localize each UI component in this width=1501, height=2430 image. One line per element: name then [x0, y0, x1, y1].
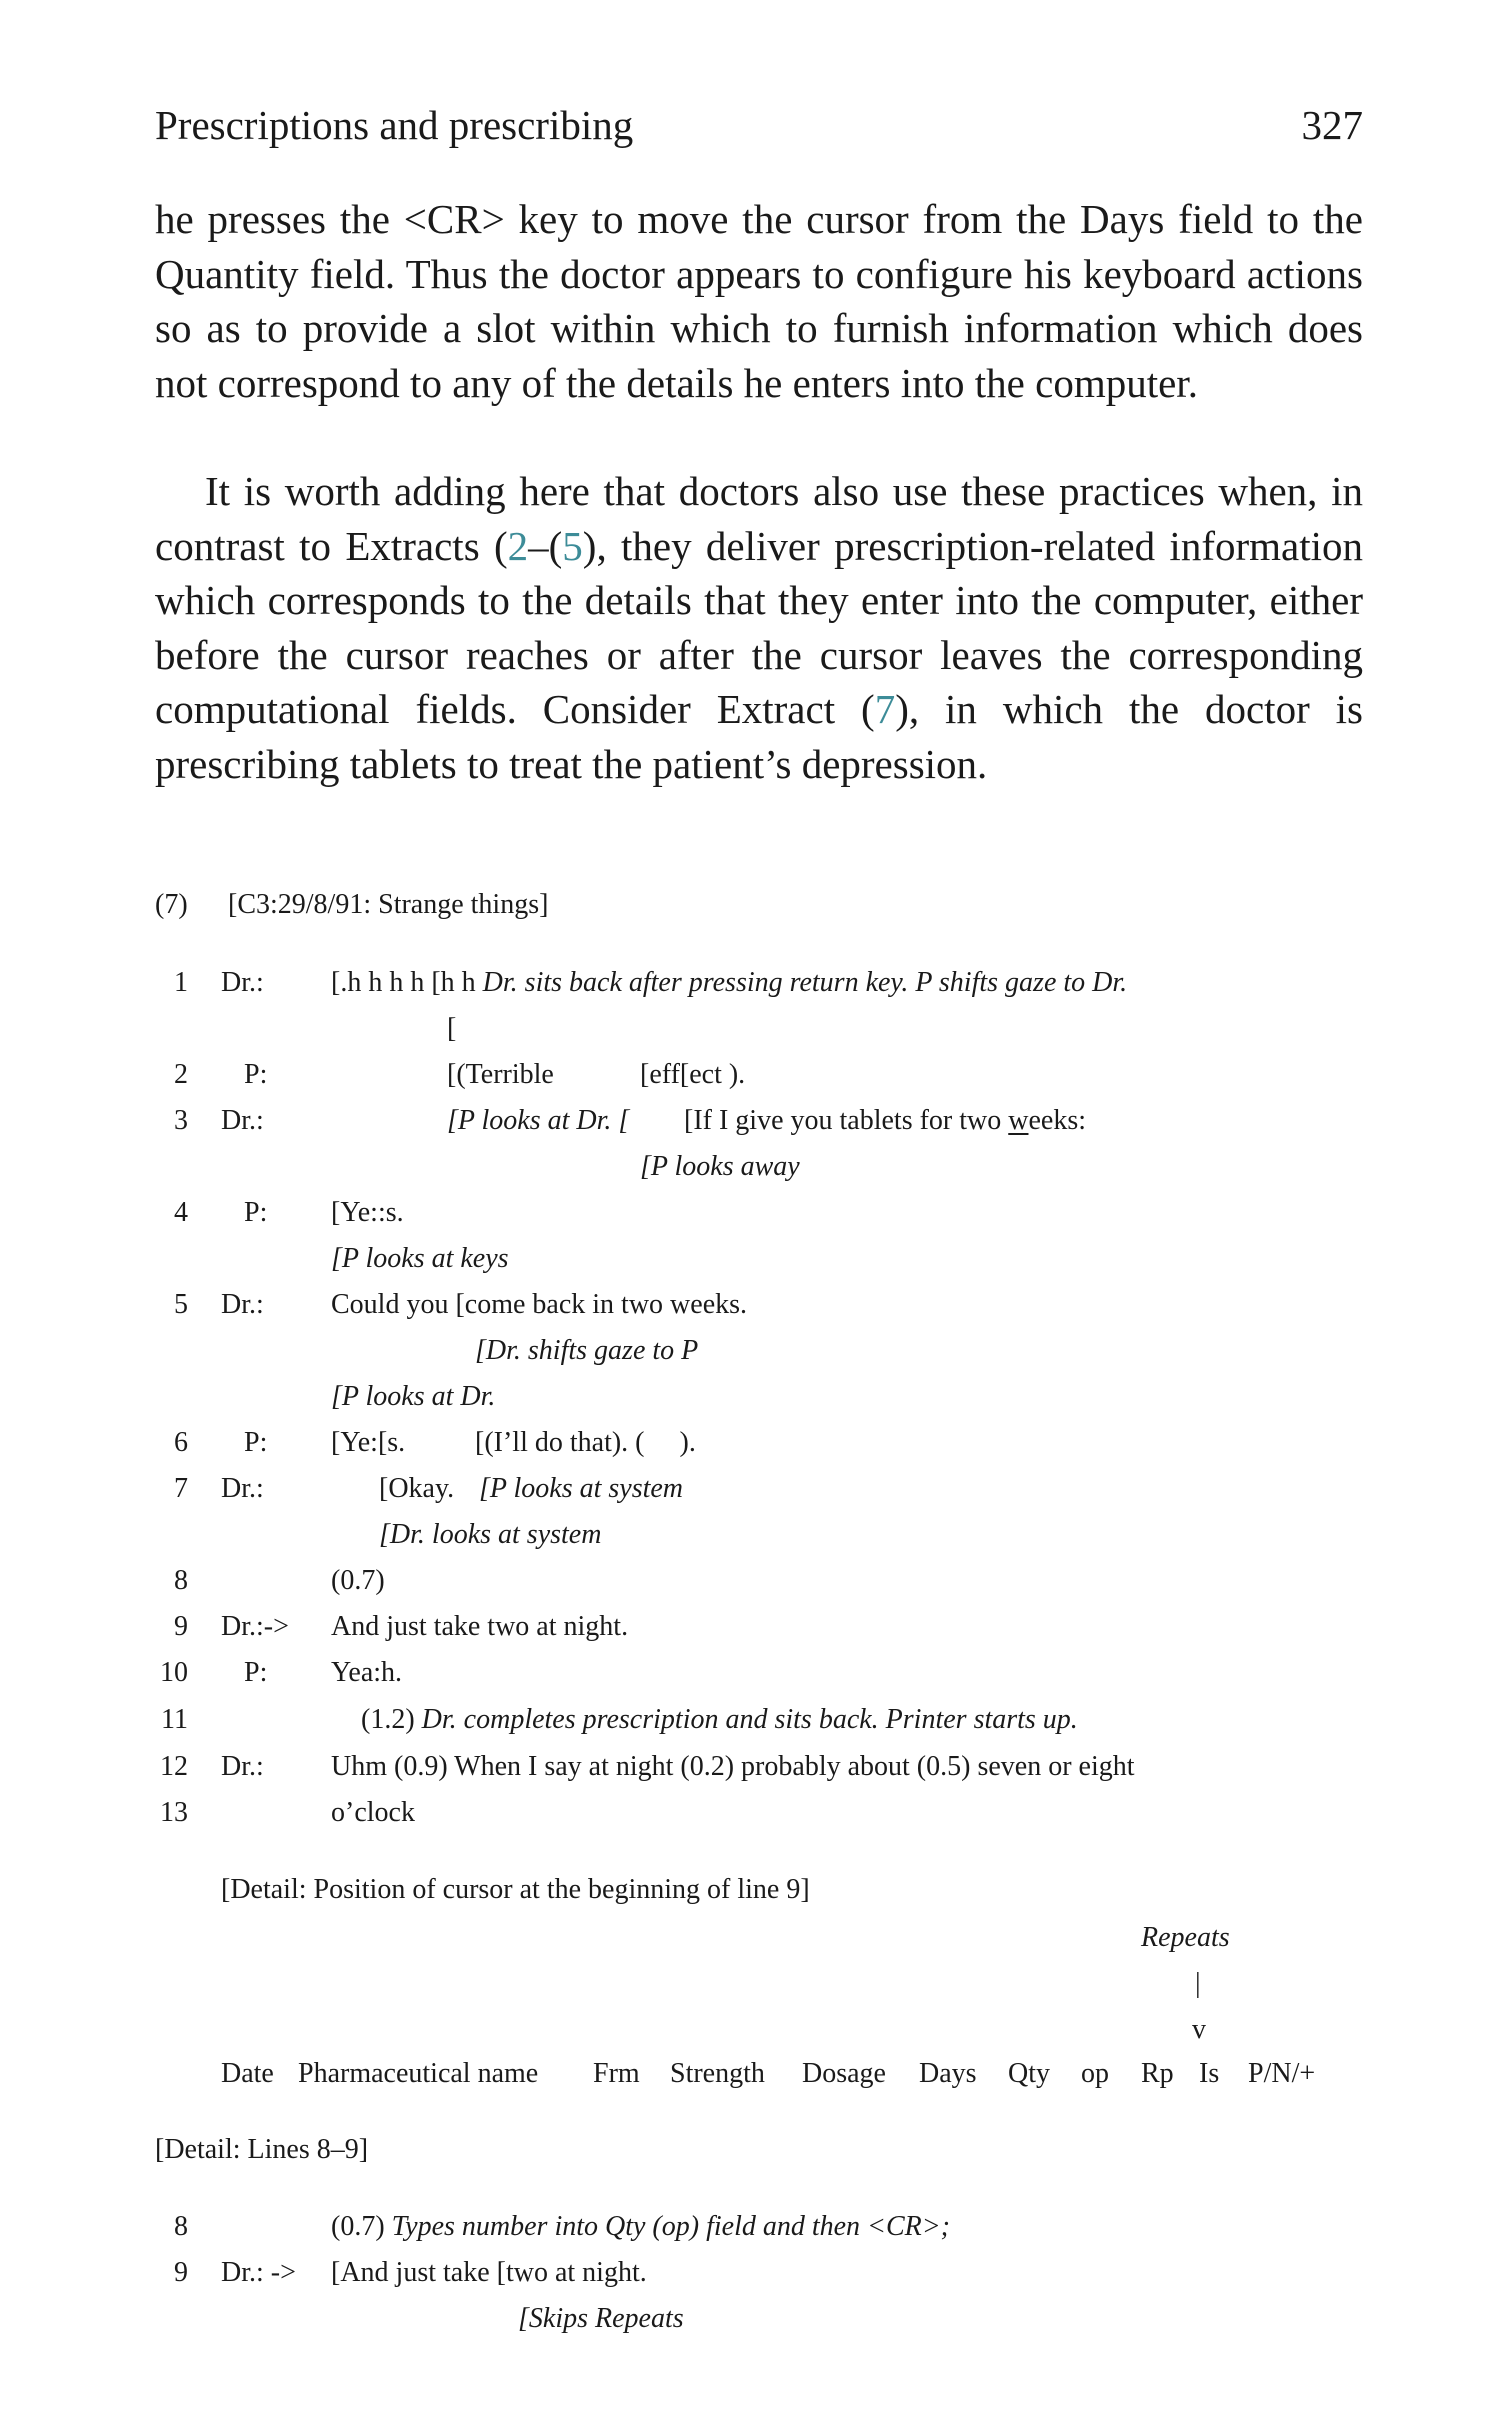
speaker-label: Dr.:: [221, 967, 264, 998]
action-annotation: Dr. completes prescription and sits back. Printer starts up.: [421, 1704, 1078, 1735]
line-number: 8: [174, 1565, 188, 1596]
paragraph-text: –(: [528, 522, 563, 569]
transcript-line: [331, 2210, 950, 2244]
extract-title: [C3:29/8/91: Strange things]: [228, 889, 549, 920]
cursor-arrow: v: [1192, 2014, 1206, 2045]
utterance: [(Terrible: [447, 1059, 554, 1090]
utterance: [Ye:[s.: [331, 1427, 406, 1458]
field-pn-plus: P/N/+: [1248, 2058, 1316, 2089]
field-days: Days: [919, 2058, 977, 2089]
speaker-label: Dr.:->: [221, 1611, 289, 1642]
field-pharmaceutical-name: Pharmaceutical name: [298, 2058, 539, 2089]
speaker-label: P:: [244, 1427, 268, 1458]
speaker-label: P:: [244, 1197, 268, 1228]
line-number: 7: [174, 1473, 188, 1504]
extract-ref-link[interactable]: 7: [874, 686, 896, 732]
action-annotation: [P looks at Dr. [: [447, 1105, 630, 1136]
line-number: 4: [174, 1197, 188, 1228]
body-paragraph-2: It is worth adding here that doctors also use these practices when, in contrast to Extracts (2–(5), they deliver prescription-related information which corresponds to the details that they enter into the computer, either before the cursor reaches or after the cursor leaves the corresponding computational fields. Consider Extract (7), in which the doctor is prescribing tablets to treat the patient’s depression.: [155, 468, 1364, 787]
line-number: 11: [161, 1704, 188, 1735]
body-paragraph-1: [155, 192, 1363, 410]
speaker-label: Dr.:: [221, 1105, 264, 1136]
utterance: o’clock: [331, 1797, 415, 1828]
line-number: 6: [174, 1427, 188, 1458]
field-dosage: Dosage: [802, 2058, 886, 2089]
extract-number: (7): [155, 889, 188, 920]
field-op: op: [1081, 2058, 1109, 2089]
transcript-line: [331, 966, 1127, 1000]
action-annotation: Dr. sits back after pressing return key. P shifts gaze to Dr.: [482, 967, 1128, 998]
utterance: [(I’ll do that). ( ).: [475, 1427, 696, 1458]
action-annotation: [P looks at system: [479, 1473, 684, 1504]
detail-title: [Detail: Position of cursor at the beginning of line 9]: [221, 1874, 810, 1905]
line-number: 2: [174, 1059, 188, 1090]
overlap-bracket: [: [447, 1013, 457, 1044]
extract-ref-link[interactable]: 2: [507, 522, 529, 569]
pause-timing: (0.7): [331, 2211, 392, 2242]
line-number: 13: [160, 1797, 188, 1828]
action-annotation: Types number into Qty (op) field and then <CR>;: [391, 2211, 950, 2242]
utterance: Could you [come back in two weeks.: [331, 1289, 748, 1320]
field-frm: Frm: [593, 2058, 640, 2089]
paragraph-text: ), they deliver prescription-related information which corresponds to the details that they enter into the computer, either before the cursor reaches or after the cursor leaves the corresponding computational fields. Consider Extract (: [155, 522, 1363, 732]
line-number: 1: [174, 967, 188, 998]
speaker-label: P:: [244, 1657, 268, 1688]
action-annotation: [P looks at Dr.: [331, 1381, 496, 1412]
detail-title: [Detail: Lines 8–9]: [155, 2134, 369, 2165]
stressed-syllable: w: [1008, 1105, 1029, 1136]
utterance: [Okay.: [379, 1473, 455, 1504]
action-annotation: [Dr. looks at system: [379, 1519, 602, 1550]
paragraph-text: It is worth adding here that doctors also use these practices when, in contrast to Extracts: [155, 468, 1363, 569]
cursor-pointer-line: |: [1195, 1968, 1201, 1999]
line-number: 12: [160, 1751, 188, 1782]
pause-timing: (1.2): [361, 1704, 422, 1735]
running-title: Prescriptions and prescribing: [155, 102, 634, 148]
action-annotation: [P looks away: [640, 1151, 800, 1182]
utterance: Uhm (0.9) When I say at night (0.2) probably about (0.5) seven or eight: [331, 1751, 1135, 1782]
line-number: 5: [174, 1289, 188, 1320]
pause-timing: (0.7): [331, 1565, 385, 1596]
utterance: [Ye::s.: [331, 1197, 404, 1228]
speaker-label: Dr.: ->: [221, 2257, 296, 2288]
repeats-label: Repeats: [1141, 1922, 1230, 1953]
speaker-label: P:: [244, 1059, 268, 1090]
utterance-part: eeks:: [1028, 1105, 1087, 1136]
utterance: [eff[ect ).: [640, 1059, 746, 1090]
speaker-label: Dr.:: [221, 1473, 264, 1504]
page-number: 327: [1301, 102, 1363, 148]
speaker-label: Dr.:: [221, 1751, 264, 1782]
line-number: 10: [160, 1657, 188, 1688]
speaker-label: Dr.:: [221, 1289, 264, 1320]
action-annotation: [Dr. shifts gaze to P: [475, 1335, 699, 1366]
action-annotation: [P looks at keys: [331, 1243, 509, 1274]
utterance-part: [If I give you tablets for two: [684, 1105, 1009, 1136]
field-strength: Strength: [670, 2058, 765, 2089]
action-annotation: [Skips Repeats: [518, 2303, 684, 2334]
extract-ref-link[interactable]: 5: [562, 522, 583, 569]
utterance: [684, 1104, 1086, 1138]
utterance: And just take two at night.: [331, 1611, 629, 1642]
line-number: 3: [174, 1105, 188, 1136]
line-number: 8: [174, 2211, 188, 2242]
field-date: Date: [221, 2058, 274, 2089]
utterance: Yea:h.: [331, 1657, 403, 1688]
paragraph-text: he presses the <CR> key to move the cursor from the Days field to the Quantity field. Thus the doctor appears to configure his keyboard actions so as to provide a slot within which to furnish information which does not correspond to any of the details he enters into the computer.: [155, 196, 1363, 406]
paragraph-text: ), in which the doctor is prescribing tablets to treat the patient’s depression.: [155, 686, 1364, 787]
field-is: Is: [1199, 2058, 1220, 2089]
line-number: 9: [174, 2257, 188, 2288]
field-rp: Rp: [1141, 2058, 1174, 2089]
field-qty: Qty: [1008, 2058, 1050, 2089]
utterance: [.h h h h [h h: [331, 967, 483, 998]
transcript-line: [361, 1703, 1078, 1737]
line-number: 9: [174, 1611, 188, 1642]
utterance: [And just take [two at night.: [331, 2257, 647, 2288]
